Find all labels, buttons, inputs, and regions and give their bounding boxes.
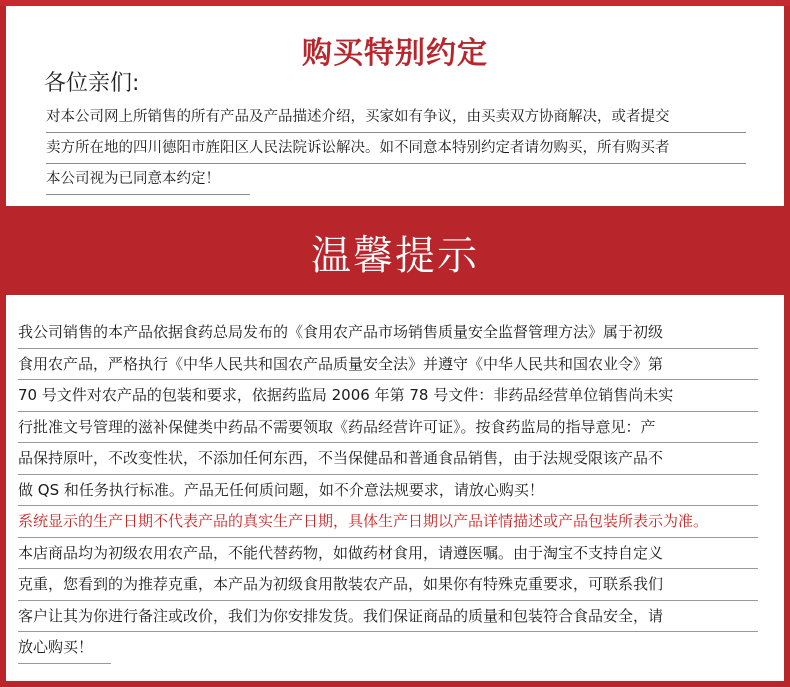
reminder-line: 做 QS 和任务执行标准。产品无任何质问题，如不介意法规要求，请放心购买！ [18, 475, 758, 507]
special-agreement-card [6, 6, 784, 206]
agreement-line: 对本公司网上所销售的所有产品及产品描述介绍，买家如有争议，由买卖双方协商解决，或者提交 [46, 102, 746, 133]
production-date-warning: 系统显示的生产日期不代表产品的真实生产日期，具体生产日期以产品详情描述或产品包装所表示为准。 [18, 506, 758, 538]
reminder-line: 70 号文件对农产品的包装和要求，依据药监局 2006 年第 78 号文件：非药品经营单位销售尚未实 [18, 380, 758, 412]
agreement-line: 本公司视为已同意本约定！ [46, 164, 250, 195]
reminder-line: 品保持原叶，不改变性状，不添加任何东西，不当保健品和普通食品销售，由于法规受限该产品不 [18, 443, 758, 475]
special-agreement-title: 购买特别约定 [302, 36, 488, 71]
warm-reminder-card [6, 295, 784, 681]
reminder-line: 行批准文号管理的滋补保健类中药品不需要领取《药品经营许可证》。按食药监局的指导意见：产 [18, 412, 758, 444]
reminder-line: 放心购买！ [18, 632, 111, 664]
reminder-line: 我公司销售的本产品依据食药总局发布的《食用农产品市场销售质量安全监督管理方法》属于初级 [18, 317, 758, 349]
reminder-line: 客户让其为你进行备注或改价，我们为你安排发货。我们保证商品的质量和包装符合食品安全，请 [18, 601, 758, 633]
reminder-line: 克重，您看到的为推荐克重，本产品为初级食用散装农产品，如果你有特殊克重要求，可联系我们 [18, 569, 758, 601]
agreement-paragraph [46, 102, 746, 195]
reminder-line: 本店商品均为初级农用农产品，不能代替药物，如做药材食用，请遵医嘱。由于淘宝不支持自定义 [18, 538, 758, 570]
agreement-line: 卖方所在地的四川德阳市旌阳区人民法院诉讼解决。如不同意本特别约定者请勿购买，所有购买者 [46, 133, 746, 164]
reminder-paragraph [18, 317, 758, 664]
salutation: 各位亲们: [44, 71, 140, 96]
reminder-line: 食用农产品，严格执行《中华人民共和国农产品质量安全法》并遵守《中华人民共和国农业令》第 [18, 349, 758, 381]
warm-reminder-title: 温馨提示 [311, 233, 479, 279]
